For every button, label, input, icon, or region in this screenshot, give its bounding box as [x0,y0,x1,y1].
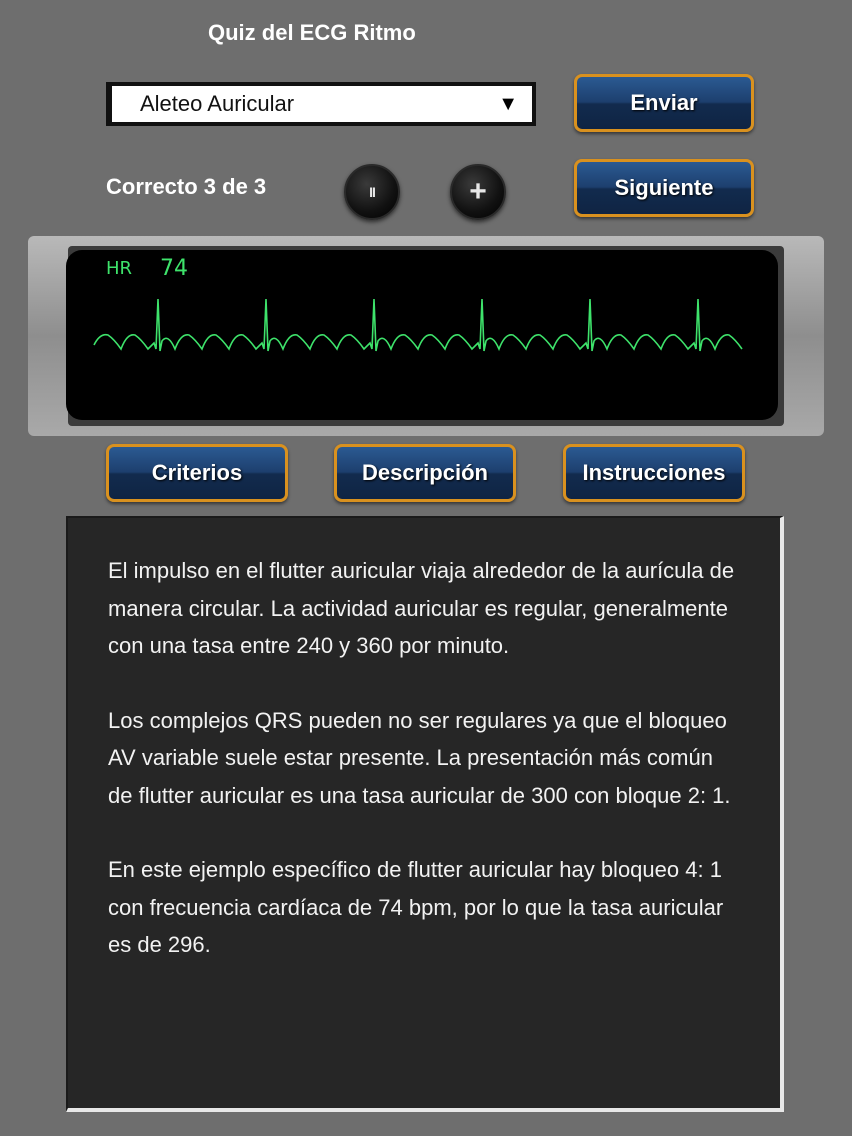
ecg-waveform [94,299,742,351]
instructions-button[interactable]: Instrucciones [563,444,745,502]
description-paragraph-2: Los complejos QRS pueden no ser regulares ya que el bloqueo AV variable suele estar presente. La presentación más común de flutter auricular es una tasa auricular de 300 con bloque 2: 1. [108,707,731,808]
pause-button[interactable] [344,164,400,220]
ecg-trace [66,250,778,420]
pause-icon: II [369,184,375,200]
description-paragraph-1: El impulso en el flutter auricular viaja alrededor de la aurícula de manera circular. La actividad auricular es regular, generalmente con una tasa entre 240 y 360 por minuto. [108,558,735,658]
hr-label: HR [106,258,133,279]
rhythm-select[interactable] [106,82,536,126]
description-paragraph-3: En este ejemplo específico de flutter auricular hay bloqueo 4: 1 con frecuencia cardíaca de 74 bpm, por lo que la tasa auricular es de 296. [108,857,724,957]
page-title: Quiz del ECG Ritmo [208,20,416,45]
submit-button[interactable]: Enviar [574,74,754,132]
add-button[interactable] [450,164,506,220]
score-label: Correcto 3 de 3 [106,174,267,199]
hr-value: 74 [160,256,188,281]
description-panel [66,516,784,1112]
criteria-button[interactable]: Criterios [106,444,288,502]
plus-icon: + [469,175,487,208]
rhythm-select-value: Aleteo Auricular [140,91,295,116]
description-button[interactable]: Descripción [334,444,516,502]
next-button[interactable]: Siguiente [574,159,754,217]
ecg-screen [66,250,778,420]
dropdown-arrow-icon[interactable]: ▼ [498,92,518,115]
rhythm-select-field[interactable] [112,86,532,122]
